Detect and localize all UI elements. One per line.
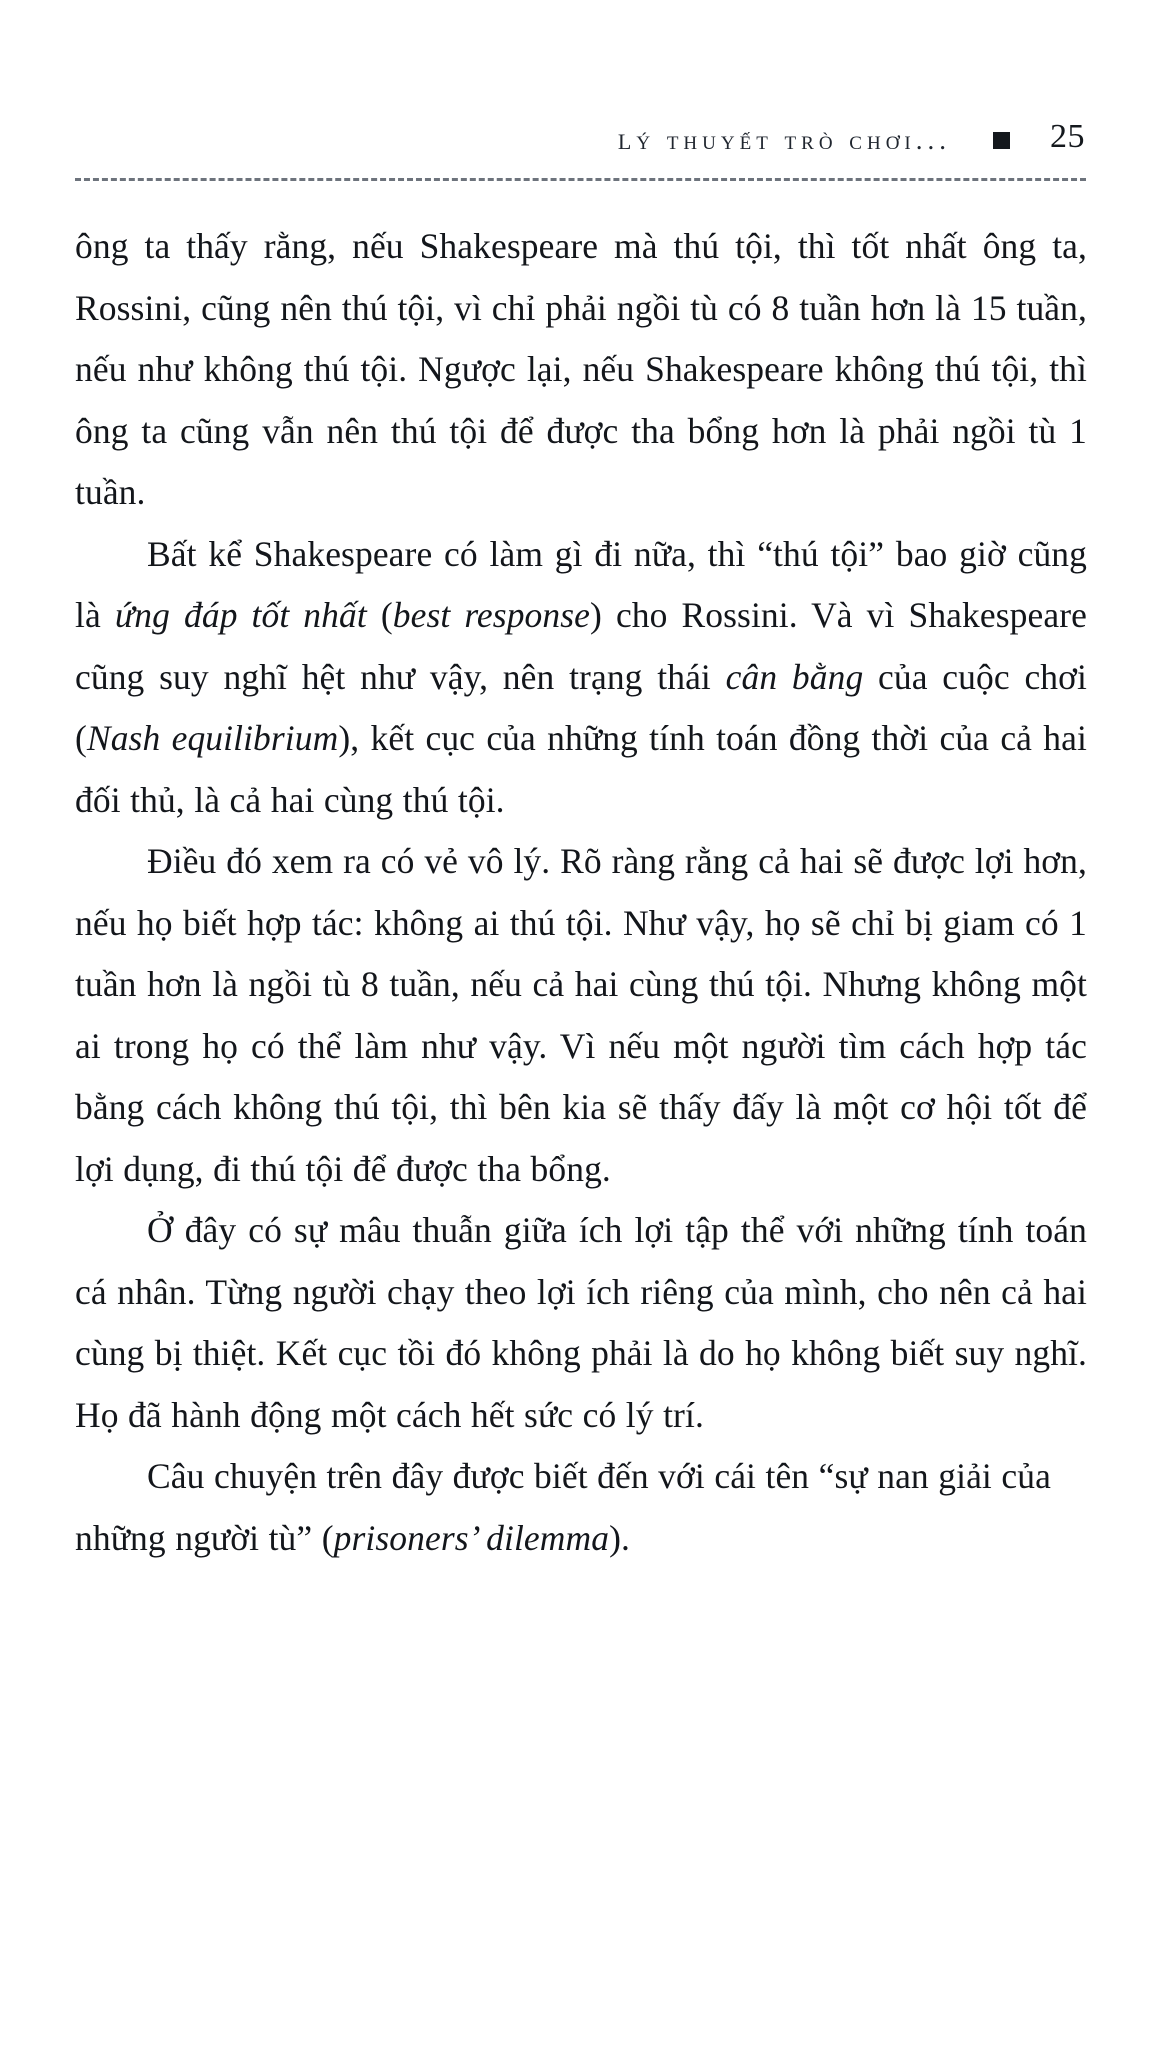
paragraph [75, 216, 1087, 524]
text-run: ông ta thấy rằng, nếu Shakespeare mà thú tội, thì tốt nhất ông ta, Rossini, cũng nên thú tội, vì chỉ phải ngồi tù có 8 tuần hơn là 15 tuần, nếu như không thú tội. Ngược lại, nếu Shakespeare không thú tội, thì ông ta cũng vẫn nên thú tội để được tha bổng hơn là phải ngồi tù 1 tuần. [75, 226, 1087, 512]
page-number: 25 [1050, 118, 1085, 155]
paragraph [75, 1200, 1087, 1446]
italic-run: best response [392, 595, 591, 635]
text-run: Ở đây có sự mâu thuẫn giữa ích lợi tập thể với những tính toán cá nhân. Từng người chạy theo lợi ích riêng của mình, cho nên cả hai cùng bị thiệt. Kết cục tồi đó không phải là do họ không biết suy nghĩ. Họ đã hành động một cách hết sức có lý trí. [75, 1210, 1087, 1435]
text-run: ). [609, 1517, 630, 1558]
paragraph [75, 1446, 1087, 1569]
filled-square-bullet-icon [993, 132, 1010, 149]
text-run: ( [366, 595, 393, 635]
header-divider [75, 178, 1086, 181]
italic-run: prisoners’ dilemma [333, 1517, 610, 1558]
text-run: Điều đó xem ra có vẻ vô lý. Rõ ràng rằng cả hai sẽ được lợi hơn, nếu họ biết hợp tác: không ai thú tội. Như vậy, họ sẽ chỉ bị giam có 1 tuần hơn là ngồi tù 8 tuần, nếu cả hai cùng thú tội. Nhưng không một ai trong họ có thể làm như vậy. Vì nếu một người tìm cách hợp tác bằng cách không thú tội, thì bên kia sẽ thấy đấy là một cơ hội tốt để lợi dụng, đi thú tội để được tha bổng. [75, 841, 1087, 1189]
text-run: ), kết cục của những tính toán đồng thời của cả hai đối thủ, là cả hai cùng thú tội. [75, 718, 1087, 820]
paragraph [75, 524, 1087, 832]
running-head-title: lý thuyết trò chơi... [617, 121, 951, 156]
italic-run: ứng đáp tốt nhất [114, 595, 367, 635]
text-run: ) cho Rossini. Và vì Shakespeare cũng suy nghĩ hệt như vậy, nên trạng thái [75, 595, 1087, 697]
text-run: của cuộc chơi ( [75, 656, 1087, 758]
paragraph [75, 831, 1087, 1200]
text-run: Bất kể Shakespeare có làm gì đi nữa, thì “thú tội” bao giờ cũng là [75, 533, 1087, 635]
text-run: Câu chuyện trên đây được biết đến với cái tên “sự nan giải của những người tù” ( [75, 1456, 1051, 1558]
italic-run: Nash equilibrium [86, 718, 339, 758]
running-head [75, 108, 1085, 154]
italic-run: cân bằng [725, 656, 864, 697]
body-text-column [75, 216, 1087, 1569]
